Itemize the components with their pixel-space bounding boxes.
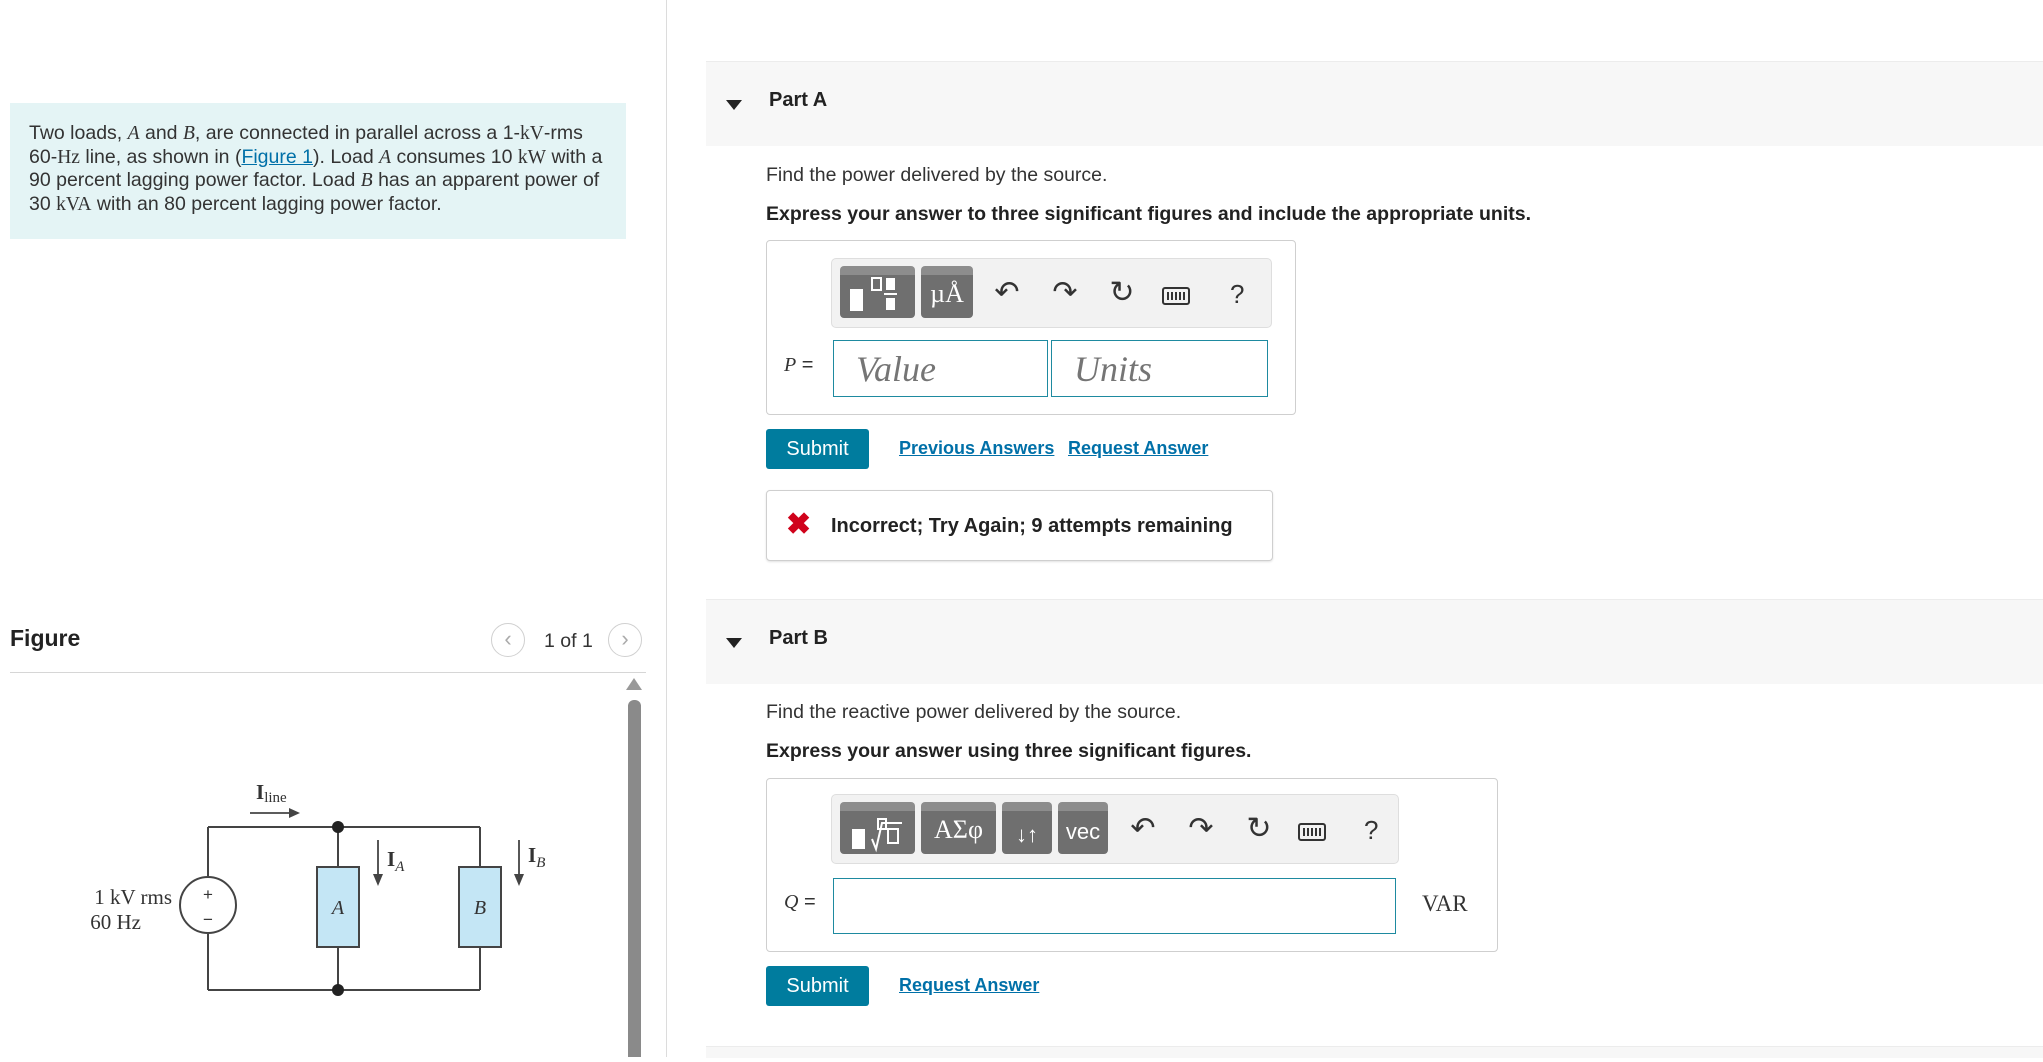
problem-text: and <box>139 122 183 144</box>
load-b-label: B <box>473 897 487 919</box>
part-b-instruction: Express your answer using three significant figures. <box>766 740 1252 762</box>
reset-button[interactable] <box>1105 275 1139 310</box>
part-b-header[interactable] <box>706 599 2043 684</box>
math-unit: Hz <box>57 146 80 168</box>
part-b-answer-box <box>766 778 1498 952</box>
math-var: B <box>182 123 195 144</box>
value-input[interactable] <box>833 340 1048 397</box>
problem-text: Two loads, <box>29 122 128 144</box>
part-a-submit-button[interactable]: Submit <box>766 429 869 469</box>
i-line-arrow-head <box>289 808 300 818</box>
math-var: B <box>360 170 373 191</box>
vec-glyph: vec <box>1065 819 1101 844</box>
problem-text: -rms 60- <box>29 122 583 168</box>
arrows-glyph: ↓↑ <box>1016 822 1038 847</box>
undo-icon: ↶ <box>994 276 1020 309</box>
problem-text: with an 80 percent lagging power factor. <box>91 192 442 215</box>
i-b-label: $I_B$ <box>528 843 546 871</box>
part-a-title: Part A <box>769 89 828 111</box>
undo-button[interactable] <box>1126 811 1160 846</box>
node-bottom <box>332 984 344 996</box>
part-b-request-answer-link[interactable]: Request Answer <box>899 975 1040 995</box>
i-line-label: Iline <box>256 780 287 806</box>
arrows-button[interactable] <box>1002 802 1052 854</box>
part-a-feedback <box>766 490 1273 561</box>
templates-icon <box>840 275 915 318</box>
figure-next-button[interactable] <box>608 623 642 657</box>
reset-icon: ↻ <box>1246 812 1272 845</box>
source-minus: − <box>203 910 213 929</box>
problem-statement <box>10 103 626 239</box>
math-var: A <box>379 146 392 168</box>
source-plus: + <box>203 885 213 904</box>
problem-text: line, as shown in ( <box>79 145 242 168</box>
math-var: A <box>127 123 140 144</box>
load-a-label: A <box>331 897 345 919</box>
templates-button[interactable] <box>840 266 915 318</box>
redo-icon: ↷ <box>1188 812 1214 845</box>
part-b-question: Find the reactive power delivered by the source. <box>766 701 1182 723</box>
help-button[interactable]: ? <box>1230 279 1245 309</box>
part-b-submit-button[interactable]: Submit <box>766 966 869 1006</box>
figure-header <box>10 620 646 673</box>
reset-icon: ↻ <box>1109 276 1135 309</box>
figure-prev-button[interactable] <box>491 623 525 657</box>
problem-text: with a 90 percent lagging power factor. Load <box>29 145 603 191</box>
i-a-arrow-head <box>373 874 383 886</box>
node-top <box>332 821 344 833</box>
keyboard-icon[interactable] <box>1298 823 1326 841</box>
x-icon: ✖ <box>786 508 812 541</box>
previous-answers-link[interactable]: Previous Answers <box>899 438 1055 458</box>
source-label-frequency: 60 Hz <box>90 910 141 934</box>
figure-image <box>10 680 620 1057</box>
figure-counter: 1 of 1 <box>544 630 593 652</box>
greek-glyph: ΑΣφ <box>934 815 983 844</box>
part-b-title: Part B <box>769 627 828 649</box>
undo-button[interactable] <box>990 275 1024 310</box>
math-unit: kW <box>517 146 547 168</box>
part-a-header[interactable] <box>706 61 2043 146</box>
redo-button[interactable] <box>1184 811 1218 846</box>
problem-text: , are connected in parallel across a 1- <box>194 122 521 144</box>
part-b-var-label: Q = <box>784 891 816 913</box>
redo-icon: ↷ <box>1052 276 1078 309</box>
templates-button[interactable] <box>840 802 915 854</box>
chevron-right-icon: › <box>621 626 629 651</box>
chevron-left-icon: ‹ <box>504 626 512 651</box>
part-a-toolbar <box>831 258 1272 328</box>
source-label-voltage: 1 kV rms <box>94 885 172 909</box>
problem-text: ). Load <box>312 145 380 168</box>
pane-divider[interactable] <box>666 0 667 1057</box>
undo-icon: ↶ <box>1130 812 1156 845</box>
vector-button[interactable] <box>1058 802 1108 854</box>
problem-text: has an apparent power of 30 <box>29 169 600 215</box>
next-part-header[interactable] <box>706 1046 2043 1058</box>
circuit-diagram <box>10 680 620 1057</box>
reset-button[interactable] <box>1242 811 1276 846</box>
units-glyph: µÅ <box>930 279 964 308</box>
part-b-toolbar <box>831 794 1399 864</box>
part-a-var-label: P = <box>784 354 814 376</box>
figure-scrollbar[interactable] <box>628 700 641 1057</box>
caret-down-icon <box>726 638 742 648</box>
figure-title: Figure <box>10 625 81 651</box>
redo-button[interactable] <box>1048 275 1082 310</box>
help-button[interactable]: ? <box>1364 815 1379 845</box>
units-input[interactable] <box>1051 340 1268 397</box>
math-unit: kVA <box>56 193 92 215</box>
greek-button[interactable] <box>921 802 996 854</box>
unit-label: VAR <box>1422 891 1468 916</box>
feedback-message: Incorrect; Try Again; 9 attempts remaining <box>831 515 1233 537</box>
part-a-instruction: Express your answer to three significant figures and include the appropriate units. <box>766 203 1531 225</box>
math-unit: kV <box>520 123 544 144</box>
scroll-up-arrow-icon[interactable] <box>626 678 642 690</box>
part-a-question: Find the power delivered by the source. <box>766 164 1108 186</box>
reactive-power-input[interactable] <box>833 878 1396 934</box>
i-b-arrow-head <box>514 874 524 886</box>
problem-text: consumes 10 <box>391 145 518 168</box>
units-button[interactable] <box>921 266 973 318</box>
keyboard-icon[interactable] <box>1162 287 1190 305</box>
caret-down-icon <box>726 100 742 110</box>
part-a-request-answer-link[interactable]: Request Answer <box>1068 438 1209 458</box>
part-a-answer-box <box>766 240 1296 415</box>
figure-link[interactable]: Figure 1 <box>241 145 313 168</box>
templates-sqrt-icon <box>840 811 915 854</box>
i-a-label: $I_A$ <box>387 847 405 875</box>
problem-pane <box>0 0 666 1057</box>
